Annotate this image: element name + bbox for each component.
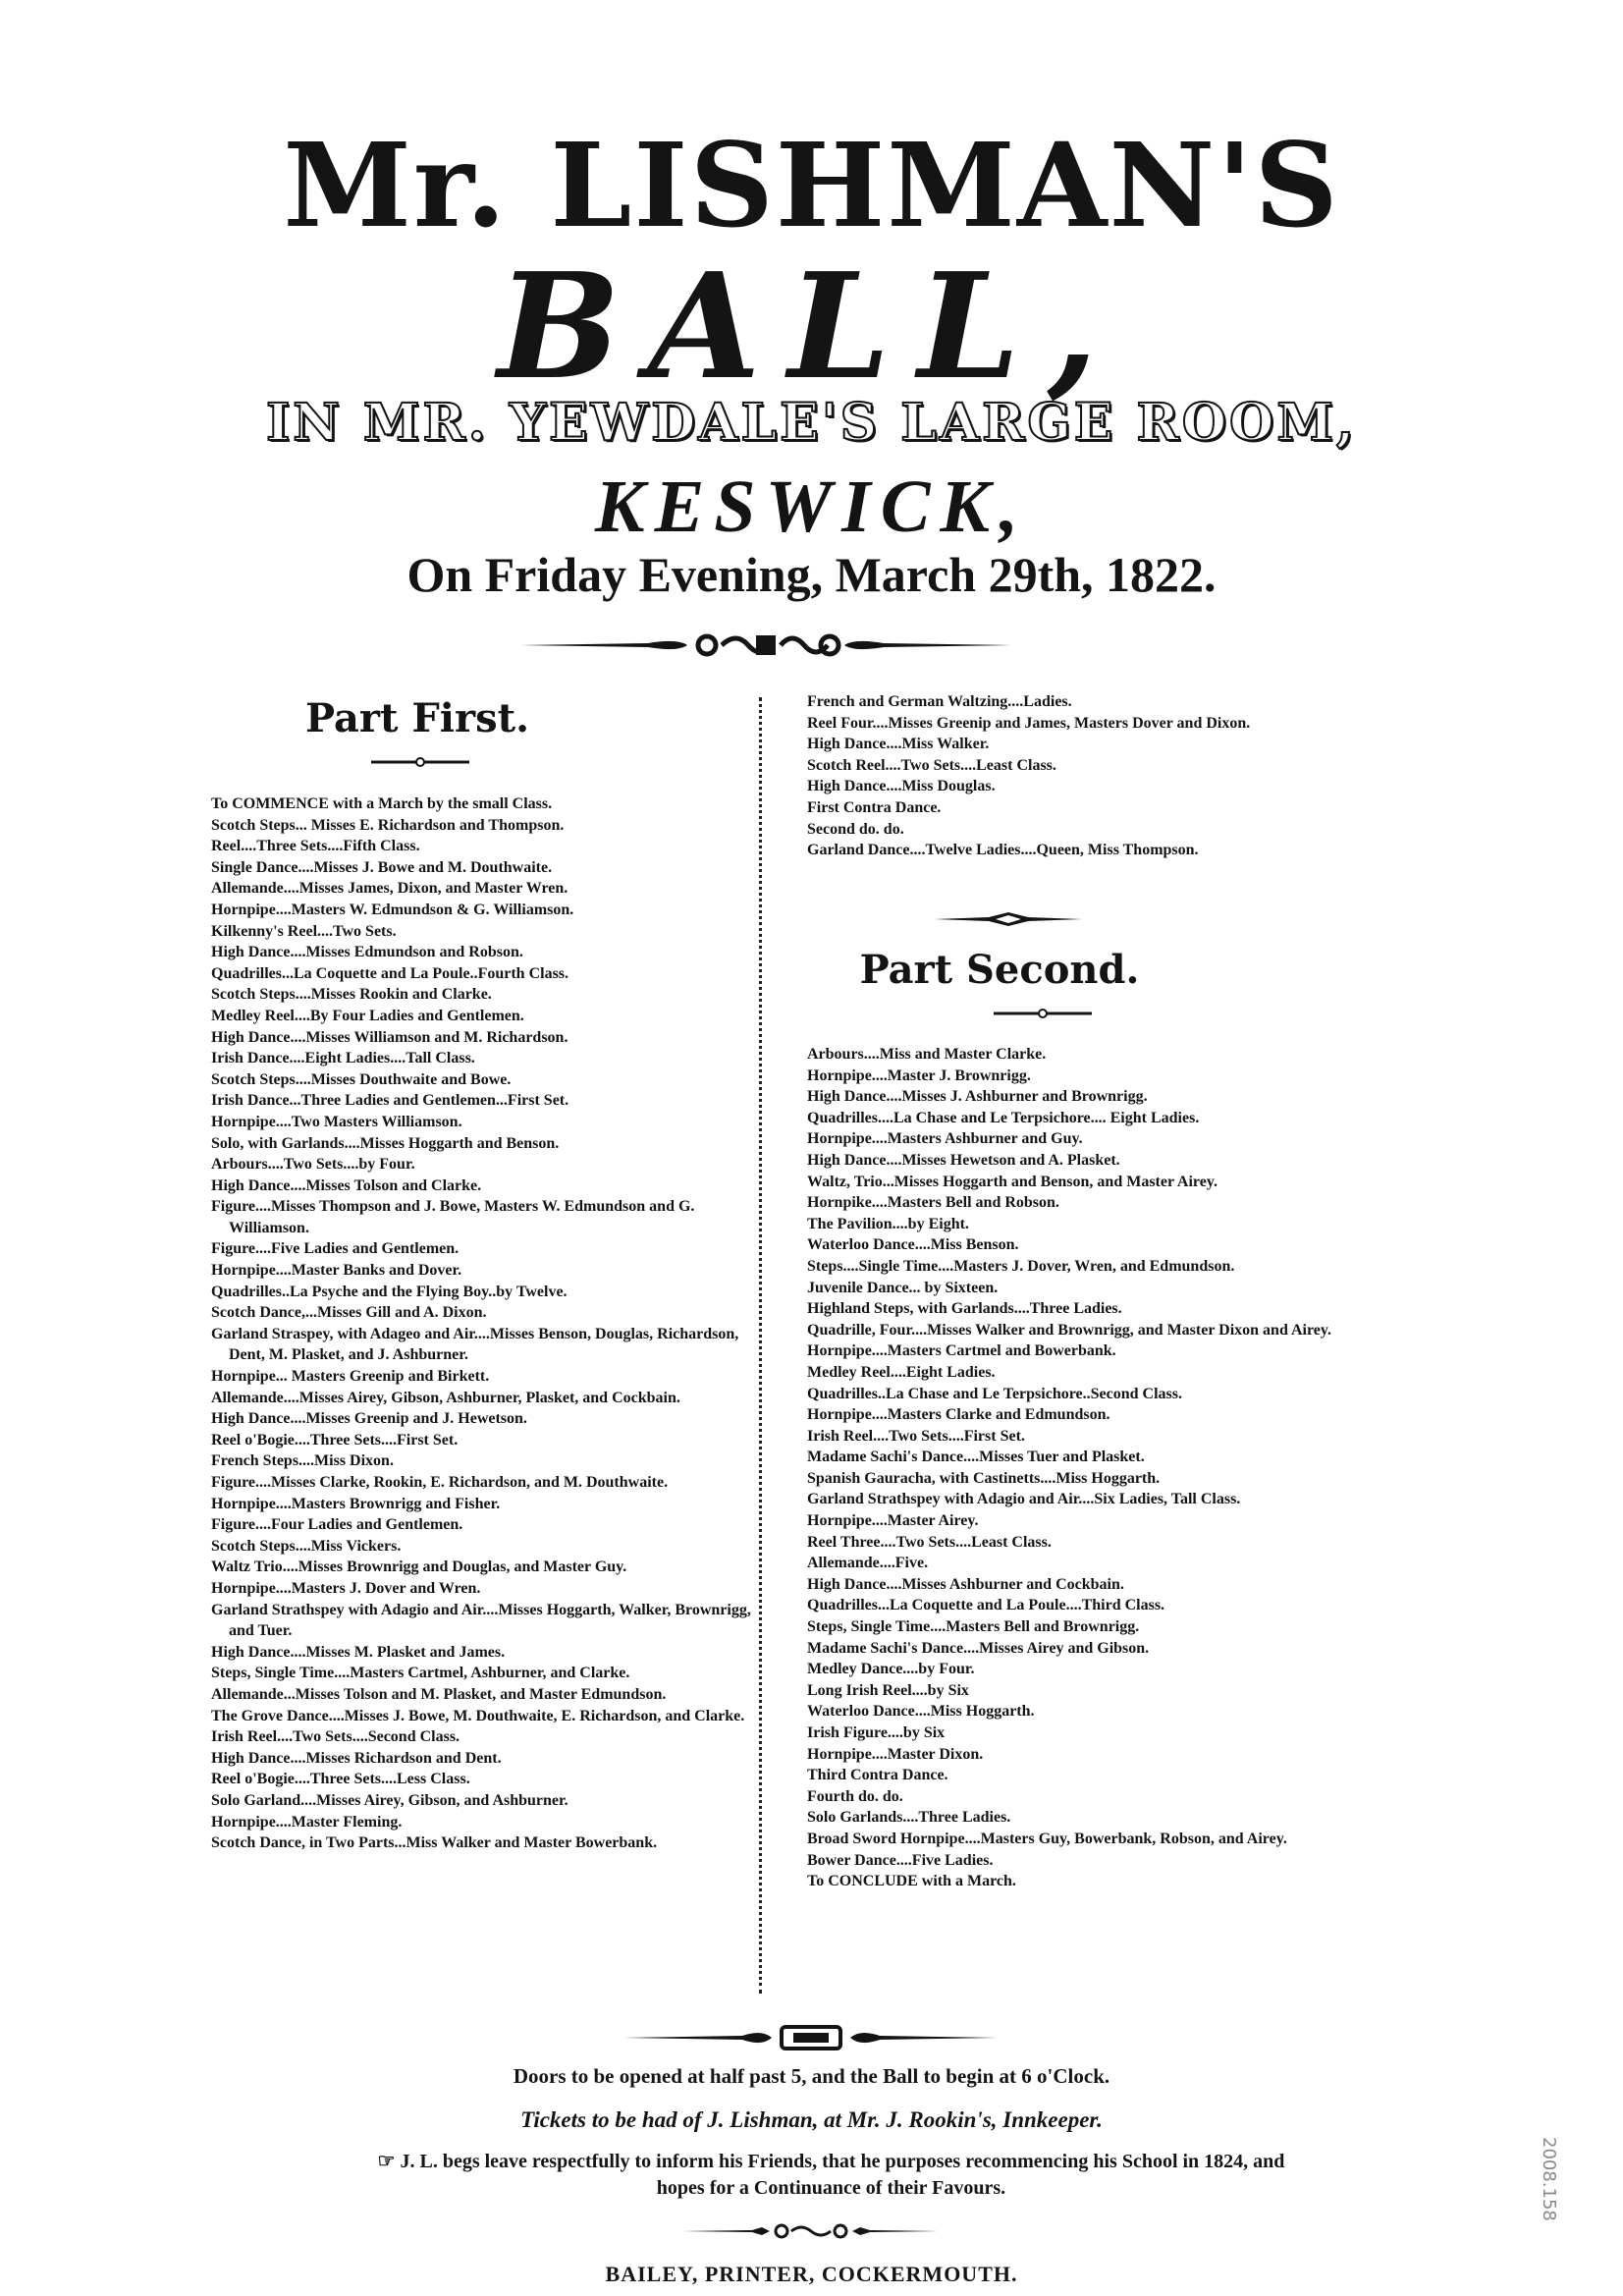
list-item: Madame Sachi's Dance....Misses Tuer and Plasket. bbox=[807, 1449, 1145, 1466]
list-item: Irish Reel....Two Sets....First Set. bbox=[807, 1427, 1025, 1445]
list-item: Quadrilles...La Coquette and La Poule..Fourth Class. bbox=[211, 964, 569, 982]
list-item: First Contra Dance. bbox=[807, 798, 942, 816]
list-item: High Dance....Misses M. Plasket and James. bbox=[211, 1643, 506, 1661]
list-item: Kilkenny's Reel....Two Sets. bbox=[211, 922, 397, 940]
list-item: High Dance....Misses Hewetson and A. Plasket. bbox=[807, 1151, 1120, 1169]
list-item: Hornpike....Masters Bell and Robson. bbox=[807, 1194, 1059, 1212]
list-item: Hornpipe....Masters Clarke and Edmundson. bbox=[807, 1406, 1110, 1424]
list-item: High Dance....Misses Tolson and Clarke. bbox=[211, 1176, 482, 1194]
list-item: Hornpipe....Two Masters Williamson. bbox=[211, 1113, 462, 1130]
part-second-heading: Part Second. bbox=[859, 947, 1140, 993]
list-item: Scotch Reel....Two Sets....Least Class. bbox=[807, 756, 1056, 774]
list-item: Quadrilles...La Coquette and La Poule....Third Class. bbox=[807, 1597, 1165, 1614]
list-item: Irish Dance...Three Ladies and Gentlemen...First Set. bbox=[211, 1092, 569, 1110]
list-item: Hornpipe....Master Dixon. bbox=[807, 1745, 984, 1763]
list-item: High Dance....Miss Douglas. bbox=[807, 778, 996, 795]
list-item: Medley Dance....by Four. bbox=[807, 1661, 975, 1678]
list-item: Irish Reel....Two Sets....Second Class. bbox=[211, 1728, 460, 1746]
list-item: Reel o'Bogie....Three Sets....First Set. bbox=[211, 1431, 459, 1449]
list-item: Quadrilles..La Psyche and the Flying Boy..by Twelve. bbox=[211, 1283, 568, 1300]
list-item: Solo, with Garlands....Misses Hoggarth and Benson. bbox=[211, 1134, 560, 1152]
list-item: Bower Dance....Five Ladies. bbox=[807, 1851, 994, 1869]
list-item: Allemande...Misses Tolson and M. Plasket, and Master Edmundson. bbox=[211, 1685, 667, 1703]
part-first-continued-list bbox=[807, 691, 1337, 861]
list-item: Single Dance....Misses J. Bowe and M. Douthwaite. bbox=[211, 858, 553, 876]
list-item: Scotch Dance,...Misses Gill and A. Dixon. bbox=[211, 1304, 487, 1322]
list-item: Juvenile Dance... by Sixteen. bbox=[807, 1279, 999, 1296]
list-item: Allemande....Five. bbox=[807, 1555, 929, 1572]
part-second-rule-icon bbox=[994, 1008, 1092, 1019]
list-item: High Dance....Misses Greenip and J. Hewetson. bbox=[211, 1410, 527, 1428]
list-item: Figure....Five Ladies and Gentlemen. bbox=[211, 1240, 460, 1258]
part-first-rule-icon bbox=[371, 756, 469, 768]
list-item: High Dance....Misses Richardson and Dent. bbox=[211, 1749, 502, 1767]
list-item: Third Contra Dance. bbox=[807, 1767, 948, 1784]
handwritten-accession-number: 2008.158 bbox=[1539, 2137, 1559, 2221]
list-item: The Pavilion....by Eight. bbox=[807, 1215, 969, 1232]
list-item: Allemande....Misses James, Dixon, and Master Wren. bbox=[211, 880, 568, 898]
list-item: Steps, Single Time....Masters Cartmel, Ashburner, and Clarke. bbox=[211, 1665, 630, 1682]
list-item: Steps, Single Time....Masters Bell and Brownrigg. bbox=[807, 1618, 1140, 1636]
tickets-notice: Tickets to be had of J. Lishman, at Mr. J. Rookin's, Innkeeper. bbox=[520, 2107, 1103, 2132]
list-item: Waltz, Trio...Misses Hoggarth and Benson, and Master Airey. bbox=[807, 1173, 1217, 1190]
list-item: Allemande....Misses Airey, Gibson, Ashburner, Plasket, and Cockbain. bbox=[211, 1389, 680, 1406]
list-item: Second do. do. bbox=[807, 820, 904, 838]
list-item: Hornpipe....Masters Cartmel and Bowerbank. bbox=[807, 1342, 1116, 1360]
list-item: Hornpipe....Master J. Brownrigg. bbox=[807, 1066, 1031, 1084]
list-item: Scotch Dance, in Two Parts...Miss Walker and Master Bowerbank. bbox=[211, 1834, 658, 1852]
part-first-heading: Part First. bbox=[305, 695, 529, 741]
printer-imprint: BAILEY, PRINTER, COCKERMOUTH. bbox=[605, 2262, 1018, 2286]
list-item: Reel....Three Sets....Fifth Class. bbox=[211, 838, 420, 855]
top-ornament-icon bbox=[520, 627, 1011, 664]
list-item: Spanish Gauracha, with Castinetts....Miss Hoggarth. bbox=[807, 1469, 1161, 1487]
list-item: Hornpipe....Master Fleming. bbox=[211, 1813, 403, 1831]
list-item: Medley Reel....By Four Ladies and Gentlemen. bbox=[211, 1007, 524, 1024]
list-item: Irish Dance....Eight Ladies....Tall Class. bbox=[211, 1050, 475, 1067]
mid-ornament-icon bbox=[935, 911, 1082, 927]
list-item: Solo Garland....Misses Airey, Gibson, and Ashburner. bbox=[211, 1791, 568, 1809]
list-item: Highland Steps, with Garlands....Three Ladies. bbox=[807, 1300, 1122, 1318]
list-item: French and German Waltzing....Ladies. bbox=[807, 693, 1072, 710]
list-item: Broad Sword Hornpipe....Masters Guy, Bowerbank, Robson, and Airey. bbox=[807, 1830, 1287, 1847]
school-notice: ☞ J. L. begs leave respectfully to inform his Friends, that he purposes recommencing his School in 1824, and hopes for a Continuance of their Favours. bbox=[377, 2151, 1285, 2199]
list-item: Quadrilles....La Chase and Le Terpsichore.... Eight Ladies. bbox=[807, 1109, 1200, 1126]
list-item: Reel o'Bogie....Three Sets....Less Class. bbox=[211, 1771, 470, 1788]
list-item: Reel Three....Two Sets....Least Class. bbox=[807, 1533, 1052, 1551]
venue-line: IN MR. YEWDALE'S LARGE ROOM, bbox=[265, 393, 1358, 453]
list-item: Long Irish Reel....by Six bbox=[807, 1681, 969, 1699]
list-item: Scotch Steps....Misses Douthwaite and Bowe. bbox=[211, 1070, 512, 1088]
list-item: Scotch Steps... Misses E. Richardson and Thompson. bbox=[211, 816, 565, 834]
list-item: Garland Straspey, with Adageo and Air....Misses Benson, Douglas, Richardson, Dent, M. Plasket, and J. Ashburner. bbox=[211, 1325, 739, 1364]
list-item: To CONCLUDE with a March. bbox=[807, 1873, 1016, 1890]
list-item: Garland Strathspey with Adagio and Air....Misses Hoggarth, Walker, Brownrigg, and Tuer. bbox=[211, 1601, 751, 1640]
list-item: Arbours....Two Sets....by Four. bbox=[211, 1156, 415, 1174]
list-item: High Dance....Miss Walker. bbox=[807, 736, 990, 753]
list-item: Hornpipe....Master Airey. bbox=[807, 1512, 979, 1530]
list-item: High Dance....Misses J. Ashburner and Brownrigg. bbox=[807, 1088, 1148, 1106]
handbill-title: Mr. LISHMAN'S bbox=[283, 117, 1340, 253]
list-item: Hornpipe....Masters Ashburner and Guy. bbox=[807, 1130, 1083, 1148]
doors-notice: Doors to be opened at half past 5, and the Ball to begin at 6 o'Clock. bbox=[513, 2064, 1110, 2088]
list-item: Figure....Misses Thompson and J. Bowe, Masters W. Edmundson and G. Williamson. bbox=[211, 1198, 695, 1236]
list-item: Waltz Trio....Misses Brownrigg and Douglas, and Master Guy. bbox=[211, 1558, 627, 1576]
part-second-list bbox=[807, 1044, 1337, 1892]
list-item: Irish Figure....by Six bbox=[807, 1724, 946, 1741]
list-item: Solo Garlands....Three Ladies. bbox=[807, 1809, 1011, 1827]
list-item: Quadrille, Four....Misses Walker and Brownrigg, and Master Dixon and Airey. bbox=[807, 1321, 1331, 1339]
list-item: Hornpipe....Masters J. Dover and Wren. bbox=[211, 1579, 481, 1597]
handbill-subtitle: BALL, bbox=[497, 241, 1126, 411]
list-item: Madame Sachi's Dance....Misses Airey and Gibson. bbox=[807, 1639, 1150, 1657]
list-item: High Dance....Misses Williamson and M. Richardson. bbox=[211, 1028, 568, 1046]
list-item: Waterloo Dance....Miss Benson. bbox=[807, 1236, 1019, 1254]
list-item: To COMMENCE with a March by the small Class. bbox=[211, 795, 553, 812]
date-line: On Friday Evening, March 29th, 1822. bbox=[406, 547, 1217, 602]
list-item: Hornpipe... Masters Greenip and Birkett. bbox=[211, 1368, 490, 1386]
list-item: Arbours....Miss and Master Clarke. bbox=[807, 1046, 1047, 1063]
list-item: Hornpipe....Master Banks and Dover. bbox=[211, 1262, 462, 1280]
bottom-ornament-icon bbox=[624, 2023, 998, 2052]
list-item: Hornpipe....Masters Brownrigg and Fisher. bbox=[211, 1495, 501, 1512]
list-item: Figure....Four Ladies and Gentlemen. bbox=[211, 1516, 463, 1534]
list-item: High Dance....Misses Edmundson and Robson. bbox=[211, 944, 523, 961]
column-divider bbox=[759, 697, 768, 1994]
list-item: The Grove Dance....Misses J. Bowe, M. Douthwaite, E. Richardson, and Clarke. bbox=[211, 1707, 745, 1724]
list-item: Hornpipe....Masters W. Edmundson & G. Williamson. bbox=[211, 901, 574, 918]
list-item: Scotch Steps....Miss Vickers. bbox=[211, 1537, 402, 1555]
list-item: Garland Dance....Twelve Ladies....Queen, Miss Thompson. bbox=[807, 842, 1199, 859]
town-line: KESWICK, bbox=[594, 465, 1029, 548]
printer-ornament-icon bbox=[683, 2221, 939, 2241]
list-item: Steps....Single Time....Masters J. Dover, Wren, and Edmundson. bbox=[807, 1257, 1235, 1275]
list-item: Reel Four....Misses Greenip and James, Masters Dover and Dixon. bbox=[807, 714, 1251, 732]
list-item: Fourth do. do. bbox=[807, 1787, 903, 1805]
list-item: Garland Strathspey with Adagio and Air....Six Ladies, Tall Class. bbox=[807, 1491, 1241, 1508]
list-item: Waterloo Dance....Miss Hoggarth. bbox=[807, 1703, 1035, 1721]
list-item: Quadrilles..La Chase and Le Terpsichore..Second Class. bbox=[807, 1385, 1182, 1402]
list-item: Figure....Misses Clarke, Rookin, E. Richardson, and M. Douthwaite. bbox=[211, 1474, 669, 1491]
list-item: French Steps....Miss Dixon. bbox=[211, 1452, 394, 1470]
list-item: High Dance....Misses Ashburner and Cockbain. bbox=[807, 1575, 1124, 1593]
list-item: Scotch Steps....Misses Rookin and Clarke. bbox=[211, 986, 492, 1004]
list-item: Medley Reel....Eight Ladies. bbox=[807, 1363, 996, 1381]
part-first-list bbox=[211, 793, 751, 1854]
